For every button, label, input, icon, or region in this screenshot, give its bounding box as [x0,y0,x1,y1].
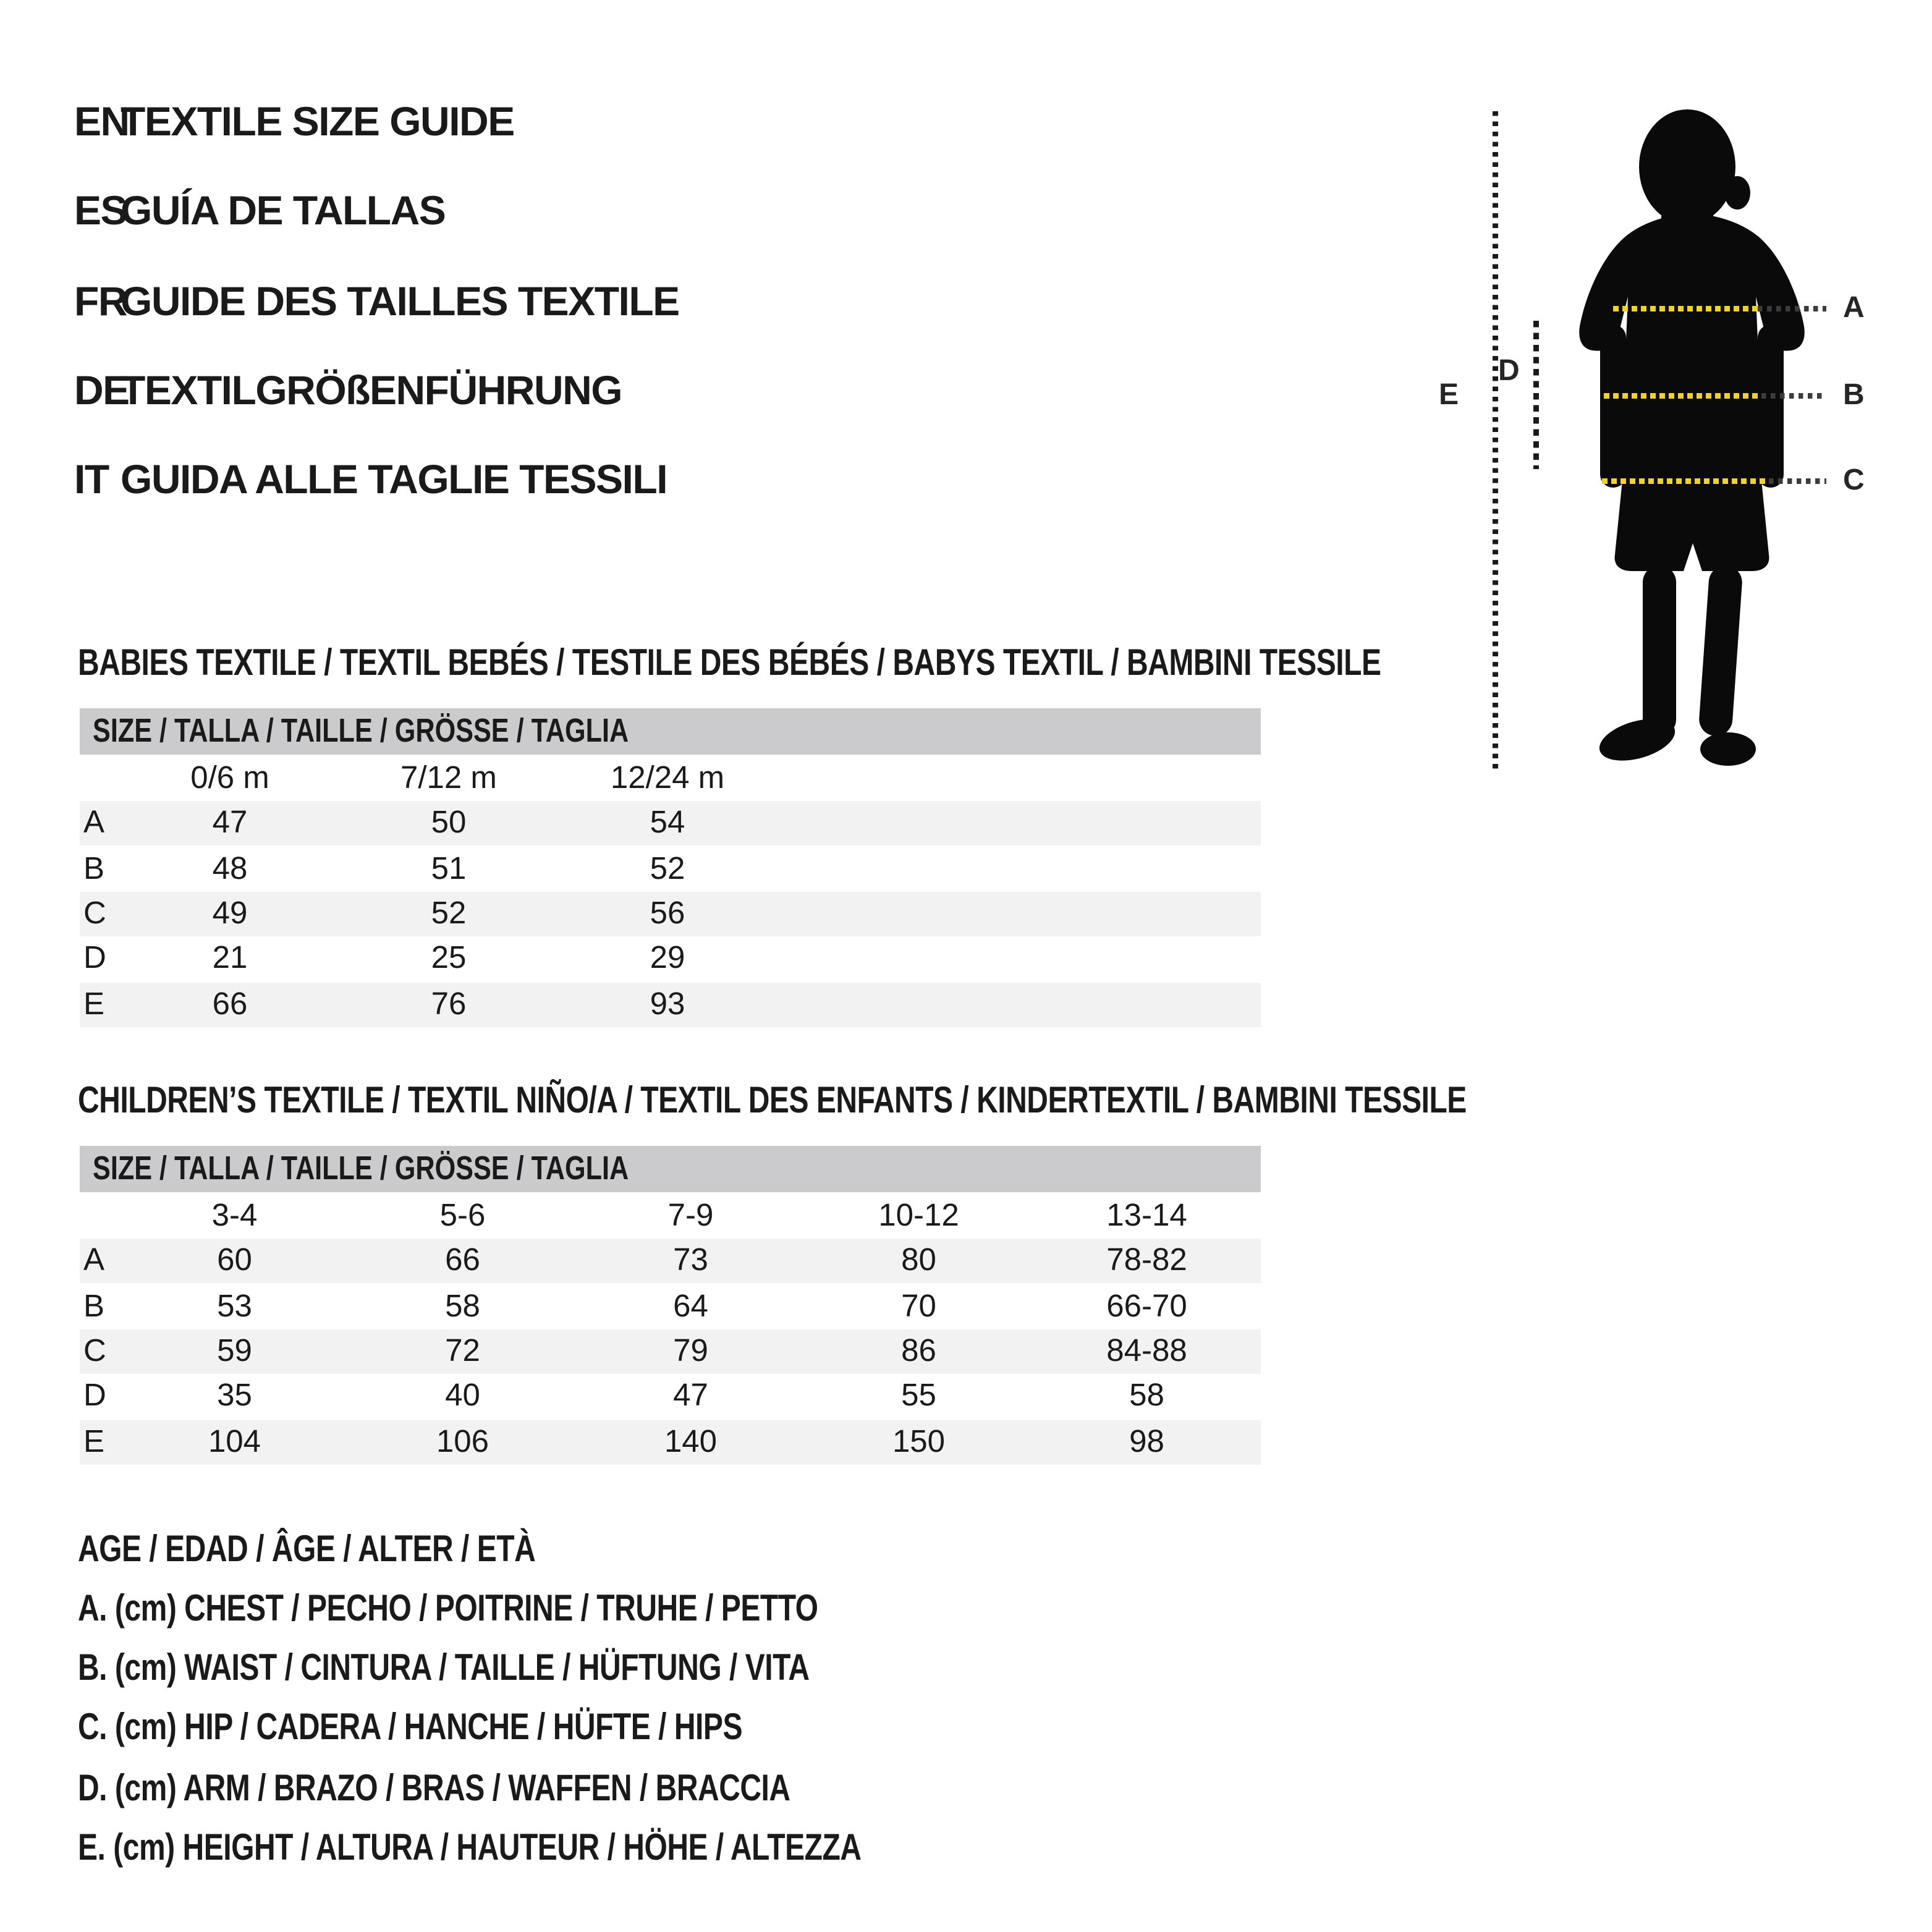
table-cell: 49 [212,895,248,931]
table-cell: 64 [673,1287,708,1323]
table-row [80,846,1261,891]
table-row [80,1284,1261,1329]
table-cell: 40 [445,1378,480,1414]
hip-line-yellow-dashes [1602,478,1769,484]
row-label: E [83,986,105,1022]
table-cell: 104 [208,1423,261,1459]
table-cell: 98 [1129,1423,1164,1459]
legend-line-age: AGE / EDAD / ÂGE / ALTER / ETÀ [78,1530,536,1570]
measurement-legend [78,1530,1057,1888]
language-code: EN [74,98,129,145]
table-cell: 58 [445,1287,480,1323]
table-cell: 55 [901,1378,936,1414]
language-title: GUÍA DE TALLAS [121,187,446,234]
table-cell: 29 [650,941,685,977]
row-label: D [83,941,106,977]
legend-line-height: E. (cm) HEIGHT / ALTURA / HAUTEUR / HÖHE / ALTEZZA [78,1828,862,1869]
language-row [74,452,667,508]
table-row [80,1329,1261,1374]
waist-marker-label: B [1843,380,1865,412]
table-row [80,891,1261,936]
table-cell: 70 [901,1287,936,1323]
children-section-title: CHILDREN’S TEXTILE / TEXTIL NIÑO/A / TEXTIL DES ENFANTS / KINDERTEXTIL / BAMBINI TESSILE [78,1081,1467,1122]
language-code: IT [74,456,109,502]
table-cell: 56 [650,895,685,931]
language-row [74,184,445,239]
children-column-header-row [80,1192,1261,1239]
babies-column-header-row [80,755,1261,801]
column-header: 7-9 [667,1197,714,1232]
babies-section-title: BABIES TEXTILE / TEXTIL BEBÉS / TESTILE DES BÉBÉS / BABYS TEXTIL / BAMBINI TESSILE [78,643,1381,684]
table-row [80,1375,1261,1420]
column-header: 12/24 m [610,759,725,795]
row-label: B [83,850,105,886]
table-cell: 52 [650,850,685,886]
table-cell: 79 [673,1332,708,1368]
babies-size-table [80,708,1261,1027]
table-cell: 47 [212,805,248,841]
table-cell: 66 [445,1242,480,1278]
table-cell: 35 [217,1378,252,1414]
legend-line-arm: D. (cm) ARM / BRAZO / BRAS / WAFFEN / BRACCIA [78,1768,790,1809]
table-cell: 51 [431,850,467,886]
language-row [74,95,514,150]
row-label: B [83,1287,105,1323]
legend-line-waist: B. (cm) WAIST / CINTURA / TAILLE / HÜFTUNG / VITA [78,1648,810,1690]
table-row [80,937,1261,982]
table-cell: 106 [436,1423,489,1459]
row-label: A [83,805,105,841]
table-cell: 47 [673,1378,708,1414]
legend-line-chest: A. (cm) CHEST / PECHO / POITRINE / TRUHE / PETTO [78,1589,818,1630]
language-code: DE [74,367,129,413]
chest-line-dark-dashes [1758,306,1826,311]
table-cell: 150 [892,1423,946,1459]
table-cell: 58 [1129,1378,1164,1414]
children-size-header-bar [80,1146,1261,1192]
arm-marker-label: D [1498,356,1520,388]
table-cell: 80 [901,1242,936,1278]
language-title: TEXTILGRÖßENFÜHRUNG [121,367,622,413]
column-header: 13-14 [1106,1197,1187,1232]
table-cell: 52 [431,895,467,931]
table-cell: 86 [901,1332,936,1368]
language-title: GUIDA ALLE TAGLIE TESSILI [121,456,667,502]
size-diagram [1428,89,1932,794]
table-cell: 93 [650,986,685,1022]
row-label: E [83,1423,105,1459]
table-row [80,1420,1261,1465]
children-size-table [80,1146,1261,1465]
language-code: FR [74,278,127,324]
table-cell: 76 [431,986,467,1022]
height-marker-label: E [1439,380,1459,412]
table-cell: 66-70 [1106,1287,1187,1323]
size-header-label: SIZE / TALLA / TAILLE / GRÖSSE / TAGLIA [93,712,629,749]
table-cell: 140 [664,1423,718,1459]
language-title: TEXTILE SIZE GUIDE [121,98,514,145]
column-header: 5-6 [439,1197,486,1232]
table-cell: 66 [212,986,248,1022]
table-cell: 48 [212,850,248,886]
table-cell: 84-88 [1106,1332,1187,1368]
hip-line-dark-dashes [1769,478,1826,484]
chest-line-yellow-dashes [1613,306,1758,311]
table-row [80,1239,1261,1284]
table-cell: 73 [673,1242,708,1278]
size-header-label: SIZE / TALLA / TAILLE / GRÖSSE / TAGLIA [93,1150,629,1187]
legend-line-hip: C. (cm) HIP / CADERA / HANCHE / HÜFTE / HIPS [78,1708,743,1750]
table-cell: 54 [650,805,685,841]
table-cell: 21 [212,941,248,977]
column-header: 0/6 m [190,759,269,795]
row-label: C [83,1332,106,1368]
table-row [80,982,1261,1027]
hip-marker-label: C [1843,465,1865,497]
table-cell: 25 [431,941,467,977]
language-code: ES [74,187,127,234]
table-cell: 60 [217,1242,252,1278]
table-cell: 72 [445,1332,480,1368]
waist-line-dark-dashes [1761,393,1826,399]
waist-line-yellow-dashes [1604,393,1761,399]
arm-dotted-line [1533,321,1539,469]
column-header: 10-12 [878,1197,959,1232]
table-cell: 59 [217,1332,252,1368]
babies-size-header-bar [80,708,1261,755]
language-row [74,363,622,419]
chest-marker-label: A [1843,293,1865,324]
table-cell: 50 [431,805,467,841]
column-header: 7/12 m [400,759,497,795]
row-label: D [83,1378,106,1414]
column-header: 3-4 [211,1197,258,1232]
language-row [74,274,679,330]
table-cell: 78-82 [1106,1242,1187,1278]
table-row [80,801,1261,846]
row-label: C [83,895,106,931]
row-label: A [83,1242,105,1278]
table-cell: 53 [217,1287,252,1323]
language-title: GUIDE DES TAILLES TEXTILE [121,278,679,324]
